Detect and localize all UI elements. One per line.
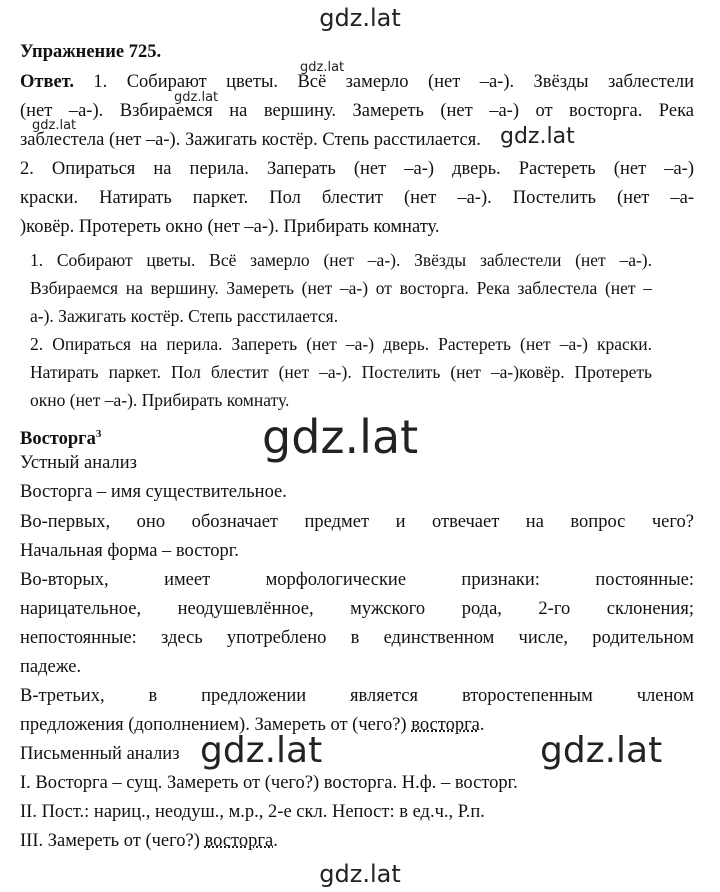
marked-line-2: Взбираемся на вершину. Замереть (нет –а-) от восторга. Река заблестела (нет –: [30, 278, 652, 298]
answer-line-2: (нет –а-). Взбираемся на вершину. Замереть (нет –а-) от восторга. Река: [20, 101, 694, 121]
answer-line-5: краски. Натирать паркет. Пол блестит (нет –а-). Постелить (нет –а-: [20, 188, 694, 208]
analysis-line-5: нарицательное, неодушевлённое, мужского рода, 2-го склонения;: [20, 599, 694, 619]
written-line-1: I. Восторга – сущ. Замереть от (чего?) восторга. Н.ф. – восторг.: [20, 773, 518, 793]
answer-text-1: 1. Собирают цветы. Всё замерло (нет –а-). Звёзды заблестели: [74, 72, 694, 92]
watermark-bottom: gdz.lat: [319, 860, 401, 888]
watermark-right-lower: gdz.lat: [540, 730, 663, 771]
analysis-line-7: падеже.: [20, 657, 82, 677]
marked-line-1: 1. Собирают цветы. Всё замерло (нет –а-). Звёзды заблестели (нет –а-).: [30, 250, 652, 270]
written-line-3-word: восторга: [204, 831, 274, 851]
analysis-superscript: 3: [95, 428, 102, 440]
answer-line-3: заблестела (нет –а-). Зажигать костёр. Степь расстилается.: [20, 130, 481, 150]
marked-line-3: а-). Зажигать костёр. Степь расстилается.: [30, 306, 339, 326]
answer-line-4: 2. Опираться на перила. Заперать (нет –а-) дверь. Растереть (нет –а-): [20, 159, 694, 179]
written-line-3-end: .: [273, 831, 278, 851]
watermark-top: gdz.lat: [319, 4, 401, 32]
watermark-left-lower: gdz.lat: [200, 730, 323, 771]
analysis-line-9: [20, 713, 485, 737]
marked-line-5: Натирать паркет. Пол блестит (нет –а-). Постелить (нет –а-)ковёр. Протереть: [30, 362, 652, 382]
analysis-line-8: В-третьих, в предложении является второстепенным членом: [20, 686, 694, 706]
marked-line-6: окно (нет –а-). Прибирать комнату.: [30, 390, 290, 410]
analysis-line-6: непостоянные: здесь употреблено в единственном числе, родительном: [20, 628, 694, 648]
answer-line-1: [20, 70, 694, 94]
analysis-line-9-word: восторга: [411, 715, 480, 735]
oral-analysis-label: Устный анализ: [20, 453, 137, 473]
written-line-3: [20, 829, 278, 853]
watermark-mid: gdz.lat: [500, 124, 575, 149]
answer-line-6: )ковёр. Протереть окно (нет –а-). Прибирать комнату.: [20, 217, 440, 237]
watermark-small-3: gdz.lat: [32, 118, 77, 133]
answer-label: Ответ.: [20, 72, 75, 92]
written-analysis-label: Письменный анализ: [20, 744, 180, 764]
watermark-small-1: gdz.lat: [300, 60, 345, 75]
analysis-line-9-end: .: [479, 715, 485, 735]
analysis-line-3: Начальная форма – восторг.: [20, 541, 239, 561]
analysis-title: [20, 422, 101, 451]
exercise-heading: Упражнение 725.: [20, 42, 162, 62]
written-line-3-text: III. Замереть от (чего?): [20, 831, 205, 851]
analysis-line-2: Во-первых, оно обозначает предмет и отвечает на вопрос чего?: [20, 512, 694, 532]
analysis-line-9-text: предложения (дополнением). Замереть от (чего?): [20, 715, 412, 735]
written-line-2: II. Пост.: нариц., неодуш., м.р., 2-е скл. Непост: в ед.ч., Р.п.: [20, 802, 485, 822]
analysis-word: Восторга: [20, 429, 96, 450]
analysis-line-4: Во-вторых, имеет морфологические признаки: постоянные:: [20, 570, 694, 590]
watermark-large: gdz.lat: [262, 410, 419, 464]
watermark-small-2: gdz.lat: [174, 90, 219, 105]
analysis-line-1: Восторга – имя существительное.: [20, 482, 287, 502]
marked-line-4: 2. Опираться на перила. Запереть (нет –а-) дверь. Растереть (нет –а-) краски.: [30, 334, 652, 354]
